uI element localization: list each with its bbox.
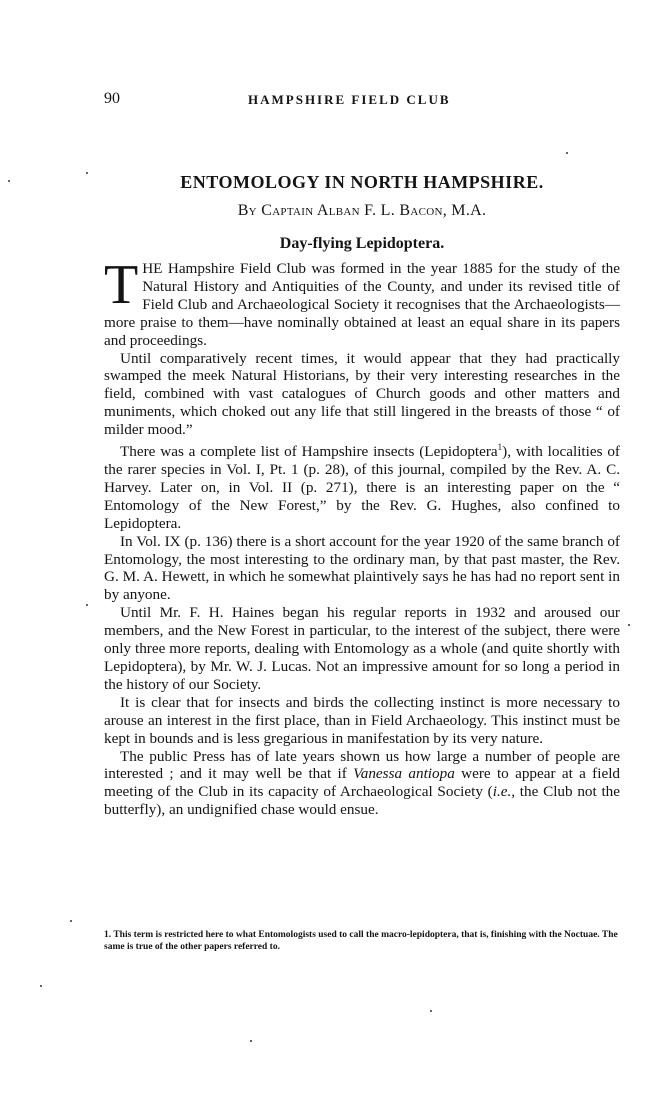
scan-speck bbox=[86, 604, 88, 606]
paragraph-1 bbox=[104, 254, 620, 350]
page-number: 90 bbox=[104, 90, 120, 107]
paragraph-6: It is clear that for insects and birds the collecting instinct is more necessary to arouse an interest in the first place, than in Field Archaeology. This instinct must be kept in bounds and is less gregarious in manifestation by its very nature. bbox=[104, 693, 620, 747]
footnote bbox=[104, 929, 620, 953]
scan-speck bbox=[430, 1010, 432, 1012]
paragraph-3-text-a: There was a complete list of Hampshire insects (Lepidoptera bbox=[120, 443, 498, 461]
paragraph-3 bbox=[104, 439, 620, 533]
scan-speck bbox=[628, 624, 630, 626]
scan-speck bbox=[566, 152, 568, 154]
footnote-ref: 1 bbox=[497, 442, 503, 453]
paragraph-3-text-b: ), with localities of the rarer species in Vol. I, Pt. 1 (p. 28), of this journal, compiled by the Rev. A. C. Harvey. Later on, in Vol. II (p. 271), there is an interesting paper on the “ Entomology of the New Forest,” by the Rev. G. Hughes, also confined to Lepidoptera. bbox=[104, 443, 620, 532]
paragraph-7-text-b: were to appear at a field meeting of the Club in its capacity of Archaeological Society ( bbox=[104, 765, 621, 801]
running-head: HAMPSHIRE FIELD CLUB bbox=[248, 92, 451, 107]
section-heading: Day-flying Lepidoptera. bbox=[279, 235, 445, 252]
paragraph-7-text-c: the Club not the butterfly), an undignified chase would ensue. bbox=[104, 783, 620, 819]
drop-cap: T bbox=[104, 254, 139, 316]
footnote-text: This term is restricted here to what Entomologists used to call the macro-lepidoptera, that is, finishing with the Noctuae. The same is true of the other papers referred to. bbox=[104, 930, 618, 952]
scan-speck bbox=[40, 985, 42, 987]
paragraph-7-text-a: The public Press has of late years shown us how large a number of people are interested ; and it may well be that if bbox=[104, 747, 620, 783]
scan-speck bbox=[250, 1040, 252, 1042]
scan-speck bbox=[8, 180, 10, 182]
species-name: Vanessa antiopa bbox=[353, 765, 455, 783]
scan-speck bbox=[86, 172, 88, 174]
footnote-marker: 1. bbox=[104, 930, 112, 940]
paragraph-4: In Vol. IX (p. 136) there is a short account for the year 1920 of the same branch of Entomology, the most interesting to the ordinary man, by that past master, the Rev. G. M. A. Hewett, in which he somewhat plaintively says he has had no report sent in by anyone. bbox=[104, 532, 620, 604]
ie-abbrev: i.e., bbox=[492, 783, 516, 801]
paragraph-5: Until Mr. F. H. Haines began his regular reports in 1932 and aroused our members, and the New Forest in particular, to the interest of the subject, there were only three more reports, dealing with Entomology as a whole (and quite shortly with Lepidoptera), by Mr. W. J. Lucas. Not an impressive amount for so long a period in the history of our Society. bbox=[104, 604, 620, 693]
paragraph-1-text: HE Hampshire Field Club was formed in the year 1885 for the study of the Natural History and Antiquities of the County, and under its revised title of Field Club and Archaeological Society it recognises that the Archaeologists—more praise to them—have nominally obtained at least an equal share in its papers and proceedings. bbox=[104, 260, 620, 349]
paragraph-2: Until comparatively recent times, it would appear that they had practically swamped the meek Natural Historians, by their very interesting researches in the field, combined with vast catalogues of Church goods and other matters and muniments, which choked out any life that still lingered in the breasts of those “ of milder mood.” bbox=[104, 349, 620, 439]
article-title: ENTOMOLOGY IN NORTH HAMPSHIRE. bbox=[180, 172, 544, 192]
article-body bbox=[104, 254, 621, 819]
paragraph-7 bbox=[104, 748, 620, 820]
article-byline: By Captain Alban F. L. Bacon, M.A. bbox=[237, 202, 487, 219]
page-header bbox=[104, 90, 620, 110]
scan-speck bbox=[70, 920, 72, 922]
